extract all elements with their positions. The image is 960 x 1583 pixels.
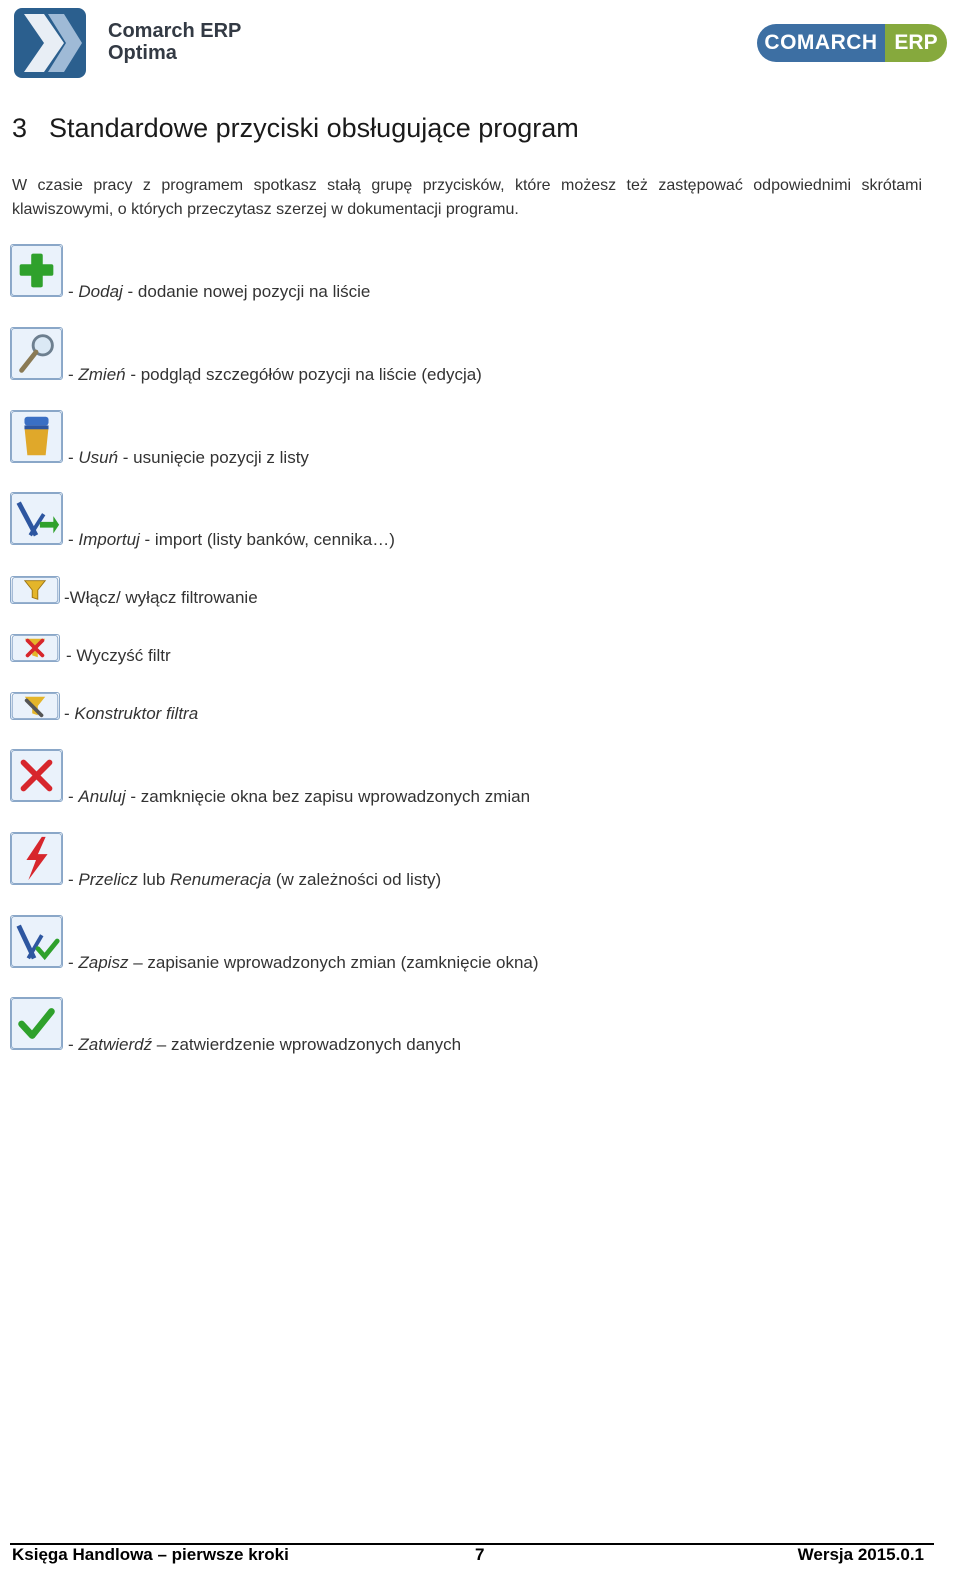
import-icon	[10, 492, 63, 545]
brand-name	[108, 20, 241, 64]
item-desc: - zamknięcie okna bez zapisu wprowadzonych zmian	[125, 787, 531, 806]
item-name: Konstruktor filtra	[74, 704, 199, 723]
filter-builder-icon	[10, 692, 60, 720]
item-text: - Konstruktor filtra	[64, 704, 199, 723]
footer-version: Wersja 2015.0.1	[797, 1545, 924, 1564]
item-text: - Usuń - usunięcie pozycji z listy	[68, 448, 309, 467]
item-name: Zatwierdź	[78, 1035, 153, 1054]
intro-paragraph: W czasie pracy z programem spotkasz stałą grupę przycisków, które możesz też zastępować odpowiednimi skrótami klawiszowymi, o których przeczytasz szerzej w dokumentacji programu.	[12, 177, 922, 218]
item-text: - Anuluj - zamknięcie okna bez zapisu wprowadzonych zmian	[68, 787, 531, 806]
item-text: - Zatwierdź – zatwierdzenie wprowadzonych danych	[68, 1035, 462, 1054]
button-description-recalculate	[10, 832, 910, 888]
erp-logo-text: ERP	[885, 24, 947, 62]
item-name: Usuń	[78, 448, 119, 467]
filter-icon	[10, 576, 60, 604]
button-description-clear-filter	[10, 634, 910, 690]
button-description-edit	[10, 327, 910, 383]
button-description-save	[10, 915, 910, 971]
item-desc: – zapisanie wprowadzonych zmian (zamknięcie okna)	[128, 953, 539, 972]
button-description-filter	[10, 576, 910, 632]
item-name: Importuj	[78, 530, 140, 549]
item-name: Anuluj	[78, 787, 126, 806]
item-desc: - usunięcie pozycji z listy	[118, 448, 309, 467]
save-icon	[10, 915, 63, 968]
item-name: Dodaj	[78, 282, 123, 301]
section-number: 3	[12, 113, 28, 143]
clear-filter-icon	[10, 634, 60, 662]
page-header	[0, 0, 960, 90]
button-description-cancel	[10, 749, 910, 805]
item-mid: lub	[137, 870, 171, 889]
checkmark-icon	[10, 997, 63, 1050]
item-desc: - podgląd szczegółów pozycji na liście (edycja)	[125, 365, 482, 384]
item-text: - Zapisz – zapisanie wprowadzonych zmian (zamknięcie okna)	[68, 953, 539, 972]
item-name: Zapisz	[78, 953, 129, 972]
item-text: - Zmień - podgląd szczegółów pozycji na liście (edycja)	[68, 365, 482, 384]
item-name-2: Renumeracja	[170, 870, 272, 889]
item-desc: – zatwierdzenie wprowadzonych danych	[152, 1035, 462, 1054]
section-title	[12, 113, 579, 144]
item-text: -Włącz/ wyłącz filtrowanie	[64, 588, 258, 607]
trash-icon	[10, 410, 63, 463]
comarch-erp-logo	[757, 24, 947, 62]
item-text: - Dodaj - dodanie nowej pozycji na liście	[68, 282, 371, 301]
footer-title: Księga Handlowa – pierwsze kroki	[12, 1545, 289, 1564]
button-description-filter-builder	[10, 692, 910, 748]
item-name: Zmień	[78, 365, 126, 384]
button-description-add	[10, 244, 910, 300]
item-name: Przelicz	[78, 870, 138, 889]
section-title-text: Standardowe przyciski obsługujące program	[49, 113, 579, 143]
item-desc: (w zależności od listy)	[271, 870, 442, 889]
brand-line-2: Optima	[108, 42, 177, 64]
item-text: - Przelicz lub Renumeracja (w zależności od listy)	[68, 870, 442, 889]
item-desc: - import (listy banków, cennika…)	[139, 530, 395, 549]
item-desc: - dodanie nowej pozycji na liście	[122, 282, 371, 301]
button-description-import	[10, 492, 910, 548]
cancel-icon	[10, 749, 63, 802]
magnifier-icon	[10, 327, 63, 380]
button-description-delete	[10, 410, 910, 466]
lightning-icon	[10, 832, 63, 885]
plus-icon	[10, 244, 63, 297]
item-text: - Importuj - import (listy banków, cennika…)	[68, 530, 395, 549]
brand-line-1: Comarch ERP	[108, 20, 242, 42]
comarch-erp-optima-logo-icon	[14, 8, 86, 78]
comarch-logo-text: COMARCH	[757, 24, 885, 62]
page-number: 7	[475, 1545, 485, 1564]
item-text: - Wyczyść filtr	[66, 646, 171, 665]
button-description-confirm	[10, 997, 910, 1053]
